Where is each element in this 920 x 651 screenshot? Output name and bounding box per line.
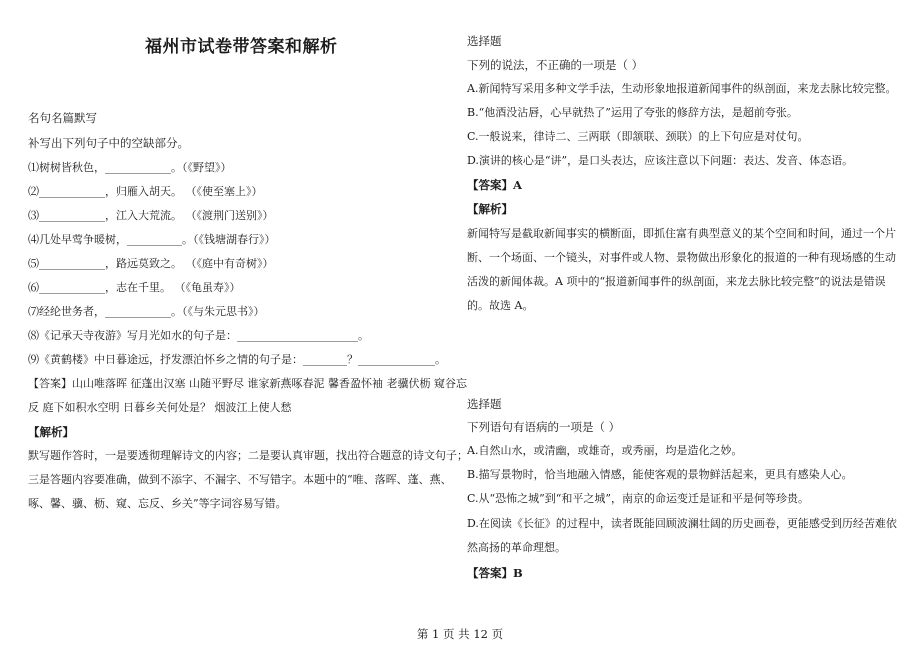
option-d: D.在阅读《长征》的过程中，读者既能回顾波澜壮阔的历史画卷，更能感受到历经苦难依 <box>467 517 897 530</box>
option-c: C.一般说来，律诗二、三两联（即颔联、颈联）的上下句应是对仗句。 <box>467 130 809 143</box>
analysis-label: 【解析】 <box>28 425 74 439</box>
answer: 【答案】A <box>467 178 522 192</box>
option-b: B.描写景物时，恰当地融入情感，能使客观的景物鲜活起来，更具有感染人心。 <box>467 468 853 481</box>
analysis-line: 啄、馨、骥、枥、窥、忘反、乡关”等字词容易写错。 <box>28 497 287 510</box>
option-a: A.自然山水，或清幽，或雄奇，或秀丽，均是造化之妙。 <box>467 444 743 457</box>
fill-item: ⑺经纶世务者，____________。（《与朱元思书》） <box>28 305 265 318</box>
analysis-line: 的。故选 A。 <box>467 299 534 312</box>
fill-item: ⑼《黄鹤楼》中日暮途远，抒发漂泊怀乡之情的句子是：________？______________。 <box>28 353 446 366</box>
answer-line: 【答案】山山唯落晖 征蓬出汉塞 山随平野尽 谁家新燕啄春泥 馨香盈怀袖 老骥伏枥 窥谷忘 <box>28 377 467 390</box>
analysis-line: 断、一个场面、一个镜头，对事件或人物、景物做出形象化的报道的一种有现场感的生动 <box>467 251 896 264</box>
analysis-line: 三是答题内容要准确，做到不添字、不漏字、不写错字。本题中的“唯、落晖、蓬、燕、 <box>28 473 452 486</box>
option-d-continued: 然高扬的革命理想。 <box>467 541 566 554</box>
option-a: A.新闻特写采用多种文学手法，生动形象地报道新闻事件的纵剖面，来龙去脉比较完整。 <box>467 82 897 95</box>
answer: 【答案】B <box>467 566 523 580</box>
answer-line: 反 庭下如积水空明 日暮乡关何处是？ 烟波江上使人愁 <box>28 401 292 414</box>
page-footer: 第 1 页 共 12 页 <box>416 627 504 641</box>
fill-item: ⑴树树皆秋色，____________。（《野望》） <box>28 161 232 174</box>
fill-item: ⑵____________，归雁入胡天。 （《使至塞上》） <box>28 185 263 198</box>
fill-item: ⑸____________，路远莫致之。 （《庭中有奇树》） <box>28 257 274 270</box>
analysis-label: 【解析】 <box>467 202 513 216</box>
option-c: C.从“恐怖之城”到“和平之城”，南京的命运变迁是证和平是何等珍贵。 <box>467 492 810 505</box>
section-heading: 名句名篇默写 <box>28 111 97 125</box>
analysis-line: 默写题作答时，一是要透彻理解诗文的内容；二是要认真审题，找出符合题意的诗文句子； <box>28 449 468 462</box>
fill-item: ⑹____________，志在千里。 （《龟虽寿》） <box>28 281 241 294</box>
question-stem: 下列语句有语病的一项是（ ） <box>467 420 621 434</box>
option-b: B.“他酒没沾唇，心早就热了”运用了夸张的修辞方法，是超前夸张。 <box>467 106 798 119</box>
fill-item: ⑶____________，江入大荒流。 （《渡荆门送别》） <box>28 209 274 222</box>
analysis-line: 活泼的新闻体裁。A 项中的“报道新闻事件的纵剖面，来龙去脉比较完整”的说法是错误 <box>467 275 886 288</box>
question-type: 选择题 <box>467 397 502 411</box>
document-title: 福州市试卷带答案和解析 <box>145 37 338 57</box>
question-stem: 下列的说法，不正确的一项是（ ） <box>467 58 644 72</box>
option-d: D.演讲的核心是“讲”，是口头表达，应该注意以下问题：表达、发音、体态语。 <box>467 154 854 167</box>
instruction: 补写出下列句子中的空缺部分。 <box>28 136 189 150</box>
fill-item: ⑷几处早莺争暖树，__________。（《钱塘湖春行》） <box>28 233 276 246</box>
fill-item: ⑻《记承天寺夜游》写月光如水的句子是：______________________。 <box>28 329 369 342</box>
question-type: 选择题 <box>467 34 502 48</box>
analysis-line: 新闻特写是截取新闻事实的横断面，即抓住富有典型意义的某个空间和时间，通过一个片 <box>467 227 896 240</box>
